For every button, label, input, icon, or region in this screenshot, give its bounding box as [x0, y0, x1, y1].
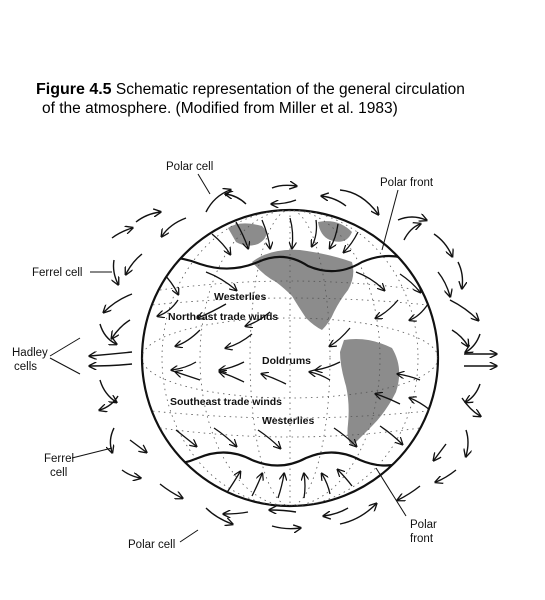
label-polar-cell-top: Polar cell [166, 161, 214, 173]
right-cell-arrow-4 [458, 262, 463, 288]
right-cell-arrow-8 [452, 330, 468, 346]
polar-cell-bottom-arrow-4 [270, 510, 296, 512]
right-cell-arrow-11 [466, 384, 480, 402]
leader-hadley-1 [50, 338, 80, 356]
left-cell-arrow-9 [90, 352, 132, 356]
right-cell-arrow-16 [398, 486, 420, 500]
label-northeast-trades: Northeast trade winds [168, 311, 279, 323]
left-cell-arrow-12 [100, 396, 118, 410]
right-cell-arrow-15 [436, 470, 456, 482]
right-cell-arrow-13 [466, 430, 468, 456]
polar-cell-bottom-arrow-6 [324, 508, 348, 516]
label-westerlies-south: Westerlies [262, 415, 315, 427]
left-cell-arrow-14 [130, 440, 146, 452]
caption-line-1: Schematic representation of the general circulation [115, 81, 465, 98]
label-ferrel-cell-bottom-line2: cell [50, 467, 68, 479]
left-cell-arrow-11 [100, 380, 116, 402]
left-cell-arrow-8 [112, 320, 130, 338]
right-cell-arrow-6 [450, 300, 478, 320]
right-cell-arrow-5 [438, 272, 450, 296]
left-cell-arrow-3 [112, 228, 132, 238]
polar-cell-top-arrow-3 [272, 185, 296, 188]
label-ferrel-cell-bottom-line1: Ferrel [44, 453, 75, 465]
left-cell-arrow-6 [104, 294, 132, 312]
polar-cell-top-arrow-2 [226, 194, 246, 204]
leader-hadley-2 [50, 358, 80, 374]
right-cell-arrow-7 [466, 334, 480, 352]
polar-cell-top-arrow-6 [322, 196, 346, 206]
left-cell-arrow-2 [136, 212, 160, 222]
polar-cell-top-arrow-4 [272, 200, 296, 204]
polar-cell-bottom-arrow-5 [340, 504, 376, 524]
left-cell-arrow-16 [160, 484, 182, 498]
left-cell-arrow-7 [100, 324, 116, 344]
label-polar-cell-bottom: Polar cell [128, 539, 176, 551]
figure-number: Figure 4.5 [36, 81, 112, 98]
leader-ferrel-cell-bottom [72, 448, 112, 458]
polar-cell-top-arrow-5 [340, 190, 378, 214]
leader-polar-cell-bottom [180, 530, 198, 542]
label-hadley-line1: Hadley [12, 347, 48, 359]
polar-cell-bottom-arrow-2 [224, 512, 248, 514]
caption-line-2: of the atmosphere. (Modified from Miller et al. 1983) [42, 100, 398, 117]
left-cell-arrow-15 [122, 470, 140, 478]
label-polar-front-bottom-line1: Polar [410, 519, 437, 531]
label-doldrums: Doldrums [262, 355, 312, 367]
right-cell-arrow-2 [404, 224, 420, 240]
right-cell-arrow-12 [462, 398, 480, 416]
label-westerlies-north: Westerlies [214, 291, 267, 303]
right-cell-arrow-1 [398, 217, 426, 220]
polar-cell-bottom-arrow-1 [206, 508, 232, 524]
label-polar-front-top: Polar front [380, 177, 434, 189]
label-southeast-trades: Southeast trade winds [170, 396, 283, 408]
label-polar-front-bottom-line2: front [410, 533, 434, 545]
leader-polar-cell-top [198, 174, 210, 194]
left-cell-arrow-1 [162, 218, 186, 236]
label-ferrel-cell-top: Ferrel cell [32, 267, 83, 279]
leader-polar-front-bottom [376, 468, 406, 516]
left-cell-arrow-10 [90, 364, 132, 366]
left-cell-arrow-5 [126, 254, 142, 274]
leader-polar-front-top [382, 190, 398, 250]
polar-cell-bottom-arrow-3 [272, 526, 300, 529]
label-hadley-line2: cells [14, 361, 38, 373]
left-cell-arrow-4 [114, 260, 119, 284]
right-cell-arrow-3 [434, 234, 452, 256]
right-cell-arrow-14 [434, 444, 446, 460]
